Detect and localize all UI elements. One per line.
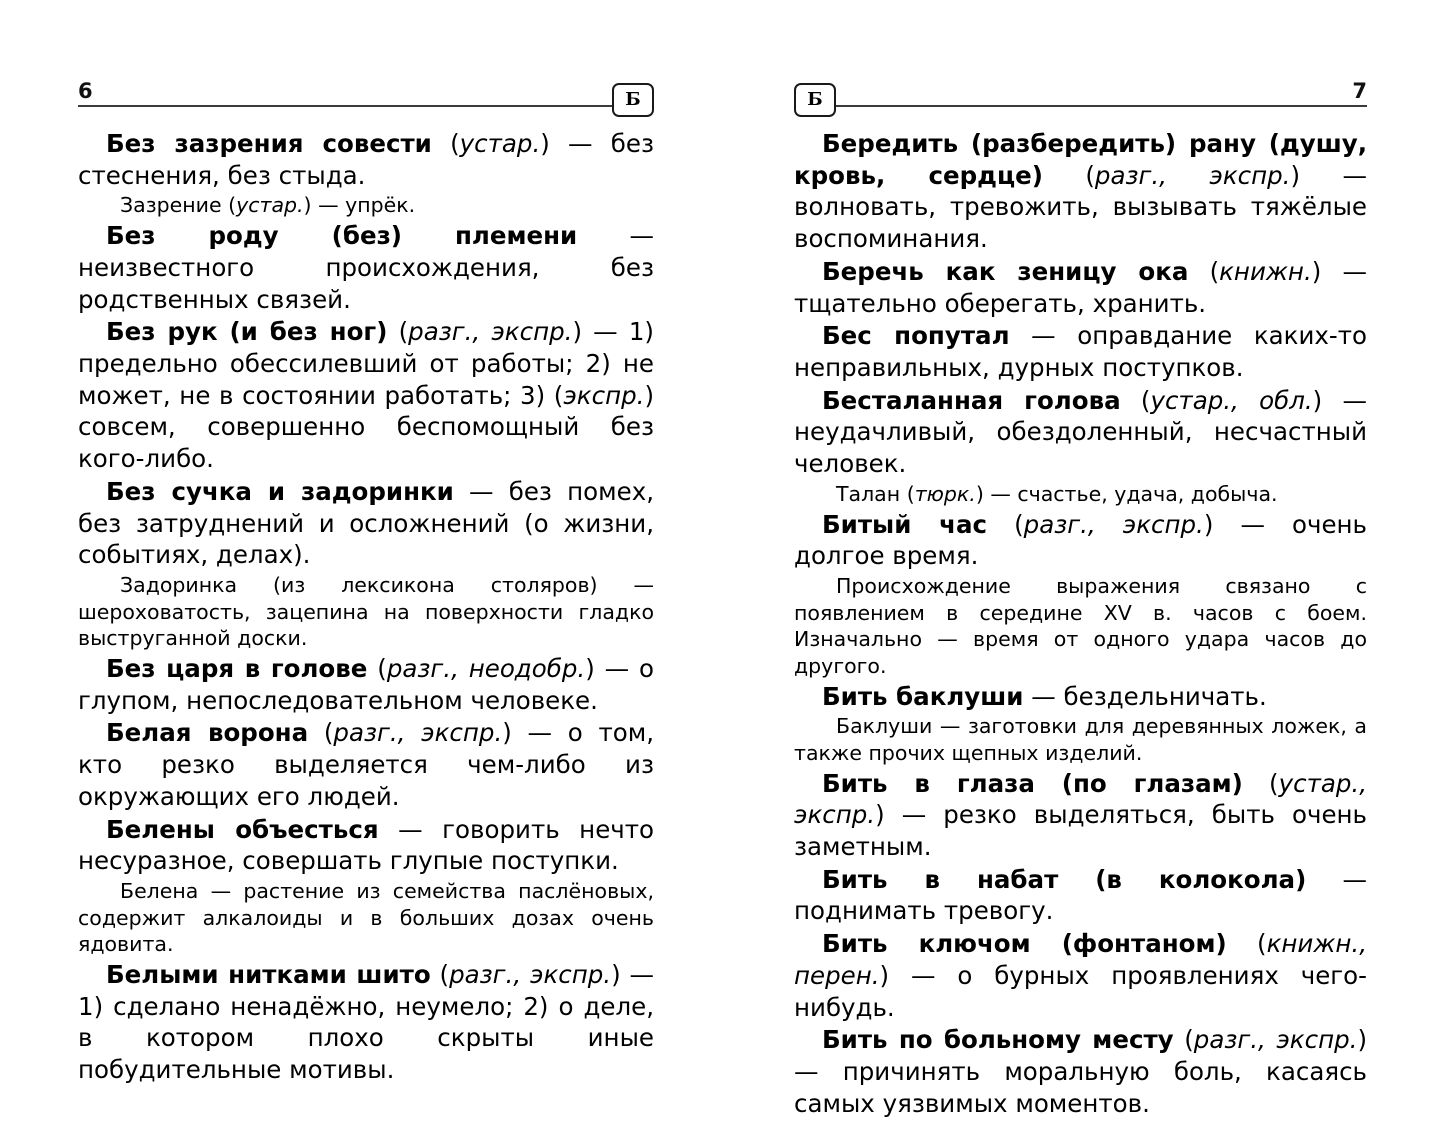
definition-text: — о бурных проявлениях чего-нибудь. — [794, 960, 1367, 1022]
entry-headword: Белая ворона — [106, 718, 309, 748]
definition-text: — растение из семейства паслёновых, содержит алкалоиды и в больших дозах очень ядовита. — [78, 878, 654, 957]
usage-label: разг., экспр. — [408, 317, 573, 347]
definition-text: — о глупом, непоследовательном человеке. — [78, 653, 654, 715]
definition-text: — поднимать тревогу. — [794, 864, 1367, 926]
definition-text: — очень долгое время. — [794, 509, 1367, 571]
letter-b-badge: Б — [612, 83, 654, 117]
definition-text: — 1) предельно обессилевший от работы; 2) не может, не в состоянии работать; 3) — [78, 317, 654, 410]
column-left — [78, 114, 654, 1087]
dictionary-entry — [78, 814, 654, 878]
entry-headword: Белыми нитками шито — [106, 959, 431, 989]
entry-headword: Бес попутал — [822, 321, 1010, 351]
note-headword: Задоринка — [120, 572, 238, 597]
usage-label: устар. — [236, 193, 304, 218]
dictionary-entry: Бить ключом (фонтаном) (книжн., перен.) — о бурных проявлениях чего-нибудь. — [794, 929, 1367, 1022]
dictionary-note: Зазрение (устар.) — упрёк. — [120, 193, 416, 218]
definition-text: — 1) сделано ненадёжно, неумело; 2) о деле, в котором плохо скрыты иные побудительные мотивы. — [78, 959, 655, 1085]
column-right — [794, 114, 1367, 1120]
note-headword: Белена — [120, 878, 199, 903]
usage-label: разг., экспр. — [1094, 160, 1291, 190]
usage-label: разг., экспр. — [1193, 1025, 1358, 1055]
page-left — [0, 0, 722, 1129]
entry-headword: Битый час — [822, 509, 988, 539]
definition-text: — тщательно оберегать, хранить. — [794, 256, 1367, 318]
dictionary-entry — [78, 476, 654, 572]
entry-headword: Без царя в голове — [106, 653, 368, 683]
dictionary-entry — [794, 864, 1367, 928]
definition-text: — бездельничать. — [1023, 681, 1267, 711]
dictionary-entry: Бередить (разбередить) рану (душу, кровь, сердце) (разг., экспр.) — волновать, тревожить, вызывать тяжёлые воспоминания. — [794, 129, 1367, 254]
definition-text: — счастье, удача, добыча. — [983, 481, 1278, 506]
entry-headword: Бить ключом (фонтаном) — [822, 929, 1227, 959]
dictionary-entry: Битый час (разг., экспр.) — очень долгое время. — [794, 509, 1367, 571]
entry-headword: Бить в глаза (по глазам) — [822, 768, 1243, 798]
note-headword: Зазрение — [120, 193, 222, 218]
entry-headword: Беречь как зеницу ока — [822, 256, 1189, 286]
definition-text: — заготовки для деревянных ложек, а также прочих щепных изделий. — [794, 714, 1367, 765]
definition-text: Происхождение выражения связано с появлением в середине XV в. часов с боем. Изначально — время от одного удара часов до другого. — [794, 573, 1367, 678]
dictionary-note — [78, 878, 654, 959]
entry-headword: Без зазрения совести — [106, 129, 432, 158]
dictionary-entry: Бить в глаза (по глазам) (устар., экспр.) — резко выделяться, быть очень заметным. — [794, 768, 1367, 861]
dictionary-note — [78, 572, 654, 653]
dictionary-entry: Бить по больному месту (разг., экспр.) — причинять моральную боль, касаясь самых уязвимых моментов. — [794, 1025, 1367, 1118]
definition-text: (из лексикона столяров) — шероховатость, зацепина на поверхности гладко выструганной доски. — [78, 572, 654, 651]
dictionary-note: Талан (тюрк.) — счастье, удача, добыча. — [836, 481, 1278, 506]
running-head-left — [78, 78, 654, 114]
usage-label: устар., экспр. — [794, 768, 1367, 830]
dictionary-entry — [794, 681, 1367, 714]
letter-b-badge: Б — [794, 83, 836, 117]
dictionary-entry: Белая ворона (разг., экспр.) — о том, кто резко выделяется чем-либо из окружающих его людей. — [78, 718, 654, 811]
definition-text: — оправдание каких-то неправильных, дурных поступков. — [794, 321, 1367, 383]
dictionary-entry: Без зазрения совести (устар.) — без стеснения, без стыда. — [78, 129, 654, 190]
entry-headword: Без роду (без) племени — [106, 221, 578, 251]
entry-headword: Бить по больному месту — [822, 1025, 1174, 1055]
definition-text: — неудачливый, обездоленный, несчастный человек. — [794, 385, 1367, 479]
dictionary-note — [794, 713, 1367, 767]
definition-text: — неизвестного происхождения, без родственных связей. — [78, 221, 654, 314]
definition-text: — волновать, тревожить, вызывать тяжёлые воспоминания. — [794, 160, 1367, 254]
definition-text: — без стеснения, без стыда. — [78, 129, 654, 190]
running-head-right — [794, 78, 1367, 114]
dictionary-entry: Беречь как зеницу ока (книжн.) — тщательно оберегать, хранить. — [794, 256, 1367, 318]
page-right — [722, 0, 1445, 1129]
usage-label: книжн., перен. — [794, 929, 1367, 990]
dictionary-entry: Без рук (и без ног) (разг., экспр.) — 1) предельно обессилевший от работы; 2) не может, не в состоянии работать; 3) (экспр.) совсем, совершенно беспомощный без кого-либо. — [78, 317, 654, 474]
usage-label: разг., экспр. — [333, 718, 503, 748]
usage-label: устар., обл. — [1150, 385, 1313, 415]
folio-number-right: 7 — [1352, 79, 1367, 103]
entry-headword: Без рук (и без ног) — [106, 317, 388, 347]
usage-label-inline: экспр. — [563, 380, 645, 410]
usage-label: разг., экспр. — [449, 959, 612, 989]
entry-headword: Бесталанная голова — [822, 385, 1121, 415]
definition-text: совсем, совершенно беспомощный без кого-либо. — [78, 412, 654, 474]
usage-label: устар. — [459, 129, 541, 158]
definition-text: — упрёк. — [311, 193, 416, 218]
note-headword: Баклуши — [836, 714, 933, 739]
running-head-rule — [794, 105, 1367, 107]
note-headword: Талан — [836, 481, 901, 506]
running-head-rule — [78, 105, 654, 107]
definition-text: — причинять моральную боль, касаясь самых уязвимых моментов. — [794, 1057, 1367, 1118]
dictionary-entry — [78, 220, 654, 316]
folio-number-left: 6 — [78, 79, 93, 103]
entry-headword: Бить баклуши — [822, 681, 1024, 711]
dictionary-entry: Без царя в голове (разг., неодобр.) — о глупом, непоследовательном человеке. — [78, 653, 654, 715]
usage-label: разг., экспр. — [1023, 509, 1204, 539]
definition-text: — говорить нечто несуразное, совершать глупые поступки. — [78, 814, 654, 876]
entry-headword: Бить в набат (в колокола) — [822, 864, 1307, 894]
definition-text: — резко выделяться, быть очень заметным. — [794, 800, 1367, 861]
definition-text: — о том, кто резко выделяется чем-либо из окружающих его людей. — [78, 718, 654, 811]
usage-label: разг., неодобр. — [386, 653, 586, 683]
dictionary-entry: Бесталанная голова (устар., обл.) — неудачливый, обездоленный, несчастный человек. — [794, 385, 1367, 479]
definition-text: — без помех, без затруднений и осложнений (о жизни, событиях, делах). — [78, 476, 654, 570]
entry-headword: Белены объесться — [106, 814, 379, 844]
dictionary-note — [794, 573, 1367, 681]
entry-headword: Бередить (разбередить) рану (душу, кровь, сердце) — [794, 129, 1367, 190]
dictionary-entry — [794, 320, 1367, 384]
usage-label: тюрк. — [914, 481, 976, 506]
usage-label: книжн. — [1219, 256, 1312, 286]
entry-headword: Без сучка и задоринки — [106, 476, 454, 506]
dictionary-entry: Белыми нитками шито (разг., экспр.) — 1) сделано ненадёжно, неумело; 2) о деле, в котором плохо скрыты иные побудительные мотивы. — [78, 959, 655, 1085]
